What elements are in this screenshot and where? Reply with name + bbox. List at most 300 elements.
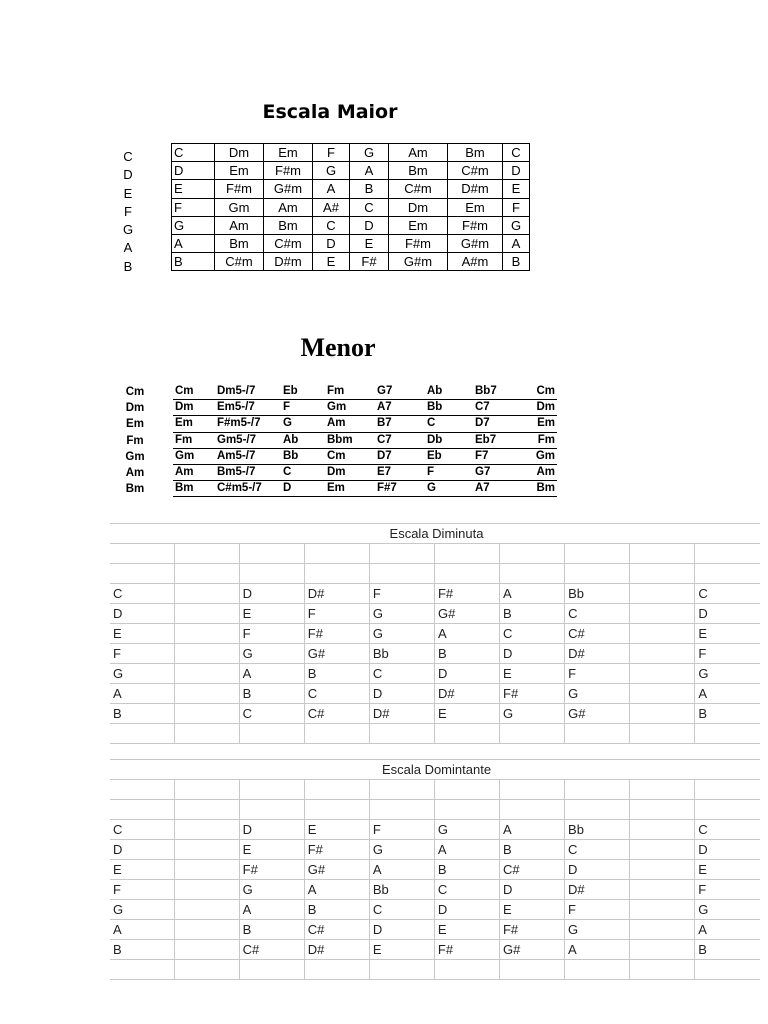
- maior-chord-cell: C#m: [389, 180, 448, 198]
- menor-chord-cell: G7: [473, 464, 525, 480]
- maior-chord-cell: A: [313, 180, 350, 198]
- dominante-row: [110, 900, 760, 920]
- diminuta-note-cell: [174, 664, 239, 684]
- dominante-note-cell: D: [434, 900, 499, 920]
- diminuta-note-cell: [630, 684, 695, 704]
- dominante-note-cell: B: [695, 940, 760, 960]
- menor-key-column: [118, 384, 152, 497]
- menor-chord-cell: Eb: [281, 384, 325, 400]
- diminuta-note-cell: [630, 664, 695, 684]
- dominante-title-row: [110, 760, 760, 780]
- maior-chord-cell: Em: [448, 198, 503, 216]
- dominante-note-cell: G: [110, 900, 174, 920]
- dominante-empty-cell: [565, 780, 630, 800]
- diminuta-note-cell: [174, 644, 239, 664]
- dominante-note-cell: C: [565, 840, 630, 860]
- dominante-note-cell: [630, 940, 695, 960]
- dominante-empty-cell: [499, 780, 564, 800]
- dominante-note-cell: G: [565, 920, 630, 940]
- maior-chord-cell: C#m: [215, 253, 264, 271]
- menor-key-label: Cm: [125, 386, 145, 398]
- menor-chord-cell: Dm: [525, 400, 557, 416]
- diminuta-note-cell: D#: [369, 704, 434, 724]
- diminuta-note-cell: [630, 704, 695, 724]
- menor-chord-cell: Gm5-/7: [215, 432, 281, 448]
- diminuta-note-cell: G: [565, 684, 630, 704]
- menor-chord-cell: Cm: [325, 448, 375, 464]
- dominante-note-cell: D#: [565, 880, 630, 900]
- maior-chord-cell: G#m: [264, 180, 313, 198]
- diminuta-empty-cell: [695, 724, 760, 744]
- diminuta-note-cell: F#: [304, 624, 369, 644]
- diminuta-note-cell: B: [695, 704, 760, 724]
- dominante-note-cell: [630, 880, 695, 900]
- menor-chord-cell: Ab: [425, 384, 473, 400]
- maior-key-label: D: [123, 167, 133, 183]
- dominante-note-cell: [630, 900, 695, 920]
- maior-chord-cell: C: [313, 216, 350, 234]
- menor-chord-cell: Bb: [281, 448, 325, 464]
- menor-row: [173, 464, 557, 480]
- diminuta-note-cell: D#: [304, 584, 369, 604]
- dominante-note-cell: C#: [499, 860, 564, 880]
- dominante-note-cell: F: [110, 880, 174, 900]
- diminuta-note-cell: A: [500, 584, 565, 604]
- maior-chord-cell: G#m: [448, 234, 503, 252]
- diminuta-row: [110, 624, 760, 644]
- dominante-note-cell: [630, 840, 695, 860]
- diminuta-note-cell: C: [695, 584, 760, 604]
- diminuta-row: [110, 584, 760, 604]
- maior-chord-cell: Dm: [389, 198, 448, 216]
- maior-chord-cell: B: [503, 253, 530, 271]
- diminuta-note-cell: D: [434, 664, 499, 684]
- menor-chord-cell: Em: [173, 416, 215, 432]
- diminuta-row: [110, 604, 760, 624]
- diminuta-note-cell: [630, 584, 695, 604]
- dominante-empty-cell: [174, 800, 239, 820]
- menor-title: Menor: [300, 333, 376, 362]
- menor-chord-cell: C: [425, 416, 473, 432]
- dominante-row: [110, 940, 760, 960]
- dominante-note-cell: E: [110, 860, 174, 880]
- dominante-empty-cell: [239, 800, 304, 820]
- maior-chord-cell: G: [503, 216, 530, 234]
- maior-chord-cell: D: [350, 216, 389, 234]
- diminuta-title: Escala Diminuta: [110, 524, 760, 544]
- menor-chord-cell: Gm: [173, 448, 215, 464]
- menor-chord-cell: E7: [375, 464, 425, 480]
- maior-chord-cell: B: [350, 180, 389, 198]
- dominante-empty-cell: [239, 960, 304, 980]
- menor-chord-cell: Ab: [281, 432, 325, 448]
- maior-chord-cell: E: [503, 180, 530, 198]
- diminuta-note-cell: E: [434, 704, 499, 724]
- dominante-empty-cell: [565, 960, 630, 980]
- diminuta-empty-cell: [369, 724, 434, 744]
- dominante-empty-row: [110, 800, 760, 820]
- maior-row: [172, 144, 530, 162]
- diminuta-note-cell: Bb: [369, 644, 434, 664]
- diminuta-empty-cell: [630, 564, 695, 584]
- dominante-row: [110, 920, 760, 940]
- diminuta-note-cell: G: [239, 644, 304, 664]
- diminuta-note-cell: F#: [434, 584, 499, 604]
- dominante-empty-cell: [369, 800, 434, 820]
- diminuta-row: [110, 644, 760, 664]
- maior-chord-cell: F: [503, 198, 530, 216]
- dominante-empty-cell: [304, 780, 369, 800]
- diminuta-note-cell: D#: [434, 684, 499, 704]
- menor-row: [173, 481, 557, 497]
- diminuta-note-cell: F: [239, 624, 304, 644]
- menor-chord-cell: Am: [525, 464, 557, 480]
- dominante-note-cell: G: [239, 880, 304, 900]
- diminuta-empty-cell: [304, 724, 369, 744]
- diminuta-note-cell: D: [695, 604, 760, 624]
- diminuta-empty-cell: [369, 564, 434, 584]
- dominante-note-cell: C: [434, 880, 499, 900]
- menor-chord-cell: Am: [325, 416, 375, 432]
- diminuta-note-cell: E: [695, 624, 760, 644]
- dominante-note-cell: F: [565, 900, 630, 920]
- diminuta-note-cell: F: [695, 644, 760, 664]
- diminuta-note-cell: A: [110, 684, 174, 704]
- menor-row: [173, 400, 557, 416]
- maior-chord-cell: Bm: [215, 234, 264, 252]
- dominante-note-cell: [630, 820, 695, 840]
- menor-chord-cell: F: [281, 400, 325, 416]
- menor-key-label: Gm: [125, 450, 145, 463]
- menor-chord-cell: C#m5-/7: [215, 481, 281, 497]
- maior-chord-cell: A#m: [448, 253, 503, 271]
- menor-chord-cell: Bm5-/7: [215, 464, 281, 480]
- maior-chord-cell: F#m: [448, 216, 503, 234]
- maior-chord-cell: F: [313, 144, 350, 162]
- dominante-empty-cell: [369, 780, 434, 800]
- maior-chord-cell: Am: [215, 216, 264, 234]
- menor-chord-cell: Fm: [525, 432, 557, 448]
- diminuta-note-cell: [174, 624, 239, 644]
- maior-chord-table: [171, 143, 530, 271]
- menor-chord-cell: F#m5-/7: [215, 416, 281, 432]
- diminuta-note-cell: D: [110, 604, 174, 624]
- menor-key-label: Am: [125, 466, 145, 479]
- dominante-row: [110, 860, 760, 880]
- diminuta-note-cell: C: [239, 704, 304, 724]
- menor-chord-cell: D7: [375, 448, 425, 464]
- maior-key-label: F: [124, 203, 132, 219]
- dominante-note-cell: A: [695, 920, 760, 940]
- dominante-empty-cell: [174, 960, 239, 980]
- diminuta-empty-cell: [304, 544, 369, 564]
- diminuta-empty-cell: [110, 724, 174, 744]
- maior-title: Escala Maior: [262, 101, 398, 123]
- menor-chord-cell: F7: [473, 448, 525, 464]
- menor-chord-cell: Bm: [173, 481, 215, 497]
- dominante-empty-cell: [630, 960, 695, 980]
- maior-chord-cell: A#: [313, 198, 350, 216]
- menor-key-label: Dm: [125, 402, 145, 415]
- dominante-note-cell: B: [499, 840, 564, 860]
- menor-chord-table: [173, 384, 557, 497]
- maior-chord-cell: D: [313, 234, 350, 252]
- diminuta-empty-cell: [695, 564, 760, 584]
- dominante-empty-cell: [239, 780, 304, 800]
- dominante-row: [110, 880, 760, 900]
- dominante-empty-cell: [695, 800, 760, 820]
- diminuta-empty-cell: [695, 544, 760, 564]
- diminuta-note-cell: [630, 624, 695, 644]
- maior-chord-cell: G: [172, 216, 215, 234]
- dominante-note-cell: B: [239, 920, 304, 940]
- maior-key-label: B: [123, 258, 133, 274]
- maior-chord-cell: F#: [350, 253, 389, 271]
- diminuta-note-cell: A: [695, 684, 760, 704]
- menor-row: [173, 432, 557, 448]
- dominante-note-cell: [630, 860, 695, 880]
- menor-chord-cell: G: [281, 416, 325, 432]
- dominante-note-cell: [174, 940, 239, 960]
- menor-chord-cell: Fm: [325, 384, 375, 400]
- diminuta-empty-cell: [174, 724, 239, 744]
- maior-chord-cell: Bm: [389, 162, 448, 180]
- diminuta-empty-cell: [500, 724, 565, 744]
- menor-chord-cell: Dm5-/7: [215, 384, 281, 400]
- diminuta-note-cell: C: [500, 624, 565, 644]
- dominante-note-cell: G#: [499, 940, 564, 960]
- diminuta-empty-cell: [239, 564, 304, 584]
- dominante-note-cell: E: [695, 860, 760, 880]
- diminuta-note-cell: F#: [500, 684, 565, 704]
- diminuta-note-cell: E: [239, 604, 304, 624]
- maior-chord-cell: E: [313, 253, 350, 271]
- menor-chord-cell: B7: [375, 416, 425, 432]
- diminuta-note-cell: C: [565, 604, 630, 624]
- maior-chord-cell: A: [503, 234, 530, 252]
- diminuta-empty-cell: [110, 564, 174, 584]
- dominante-note-cell: G#: [304, 860, 369, 880]
- dominante-note-cell: G: [369, 840, 434, 860]
- diminuta-empty-cell: [239, 724, 304, 744]
- menor-chord-cell: F: [425, 464, 473, 480]
- menor-chord-cell: Bb: [425, 400, 473, 416]
- dominante-note-cell: A: [239, 900, 304, 920]
- diminuta-note-cell: G: [110, 664, 174, 684]
- dominante-note-cell: E: [239, 840, 304, 860]
- dominante-empty-cell: [434, 800, 499, 820]
- dominante-note-cell: B: [434, 860, 499, 880]
- diminuta-empty-cell: [565, 544, 630, 564]
- dominante-note-cell: D: [695, 840, 760, 860]
- dominante-note-cell: A: [304, 880, 369, 900]
- diminuta-note-cell: G: [500, 704, 565, 724]
- diminuta-note-cell: Bb: [565, 584, 630, 604]
- menor-chord-cell: Db: [425, 432, 473, 448]
- menor-chord-cell: Em5-/7: [215, 400, 281, 416]
- maior-chord-cell: E: [350, 234, 389, 252]
- dominante-note-cell: B: [110, 940, 174, 960]
- dominante-sheet: [110, 759, 760, 980]
- diminuta-note-cell: A: [239, 664, 304, 684]
- diminuta-empty-cell: [239, 544, 304, 564]
- dominante-note-cell: E: [304, 820, 369, 840]
- menor-chord-cell: Am: [173, 464, 215, 480]
- maior-chord-cell: Em: [215, 162, 264, 180]
- diminuta-note-cell: G#: [434, 604, 499, 624]
- menor-chord-cell: Eb7: [473, 432, 525, 448]
- maior-chord-cell: G: [350, 144, 389, 162]
- menor-key-label: Em: [126, 418, 144, 431]
- dominante-note-cell: D: [369, 920, 434, 940]
- menor-chord-cell: Gm: [325, 400, 375, 416]
- dominante-note-cell: [174, 860, 239, 880]
- menor-chord-cell: C7: [375, 432, 425, 448]
- maior-row: [172, 198, 530, 216]
- dominante-empty-cell: [434, 780, 499, 800]
- dominante-empty-cell: [110, 960, 174, 980]
- dominante-note-cell: [174, 900, 239, 920]
- dominante-note-cell: C#: [239, 940, 304, 960]
- dominante-empty-cell: [304, 960, 369, 980]
- maior-key-label: E: [123, 185, 133, 201]
- diminuta-empty-cell: [174, 544, 239, 564]
- diminuta-note-cell: B: [239, 684, 304, 704]
- dominante-note-cell: [174, 840, 239, 860]
- menor-chord-cell: Em: [325, 481, 375, 497]
- diminuta-note-cell: E: [110, 624, 174, 644]
- menor-chord-cell: Gm: [525, 448, 557, 464]
- diminuta-note-cell: [174, 684, 239, 704]
- menor-chord-cell: Bbm: [325, 432, 375, 448]
- diminuta-empty-cell: [565, 564, 630, 584]
- dominante-empty-cell: [174, 780, 239, 800]
- dominante-note-cell: [174, 920, 239, 940]
- diminuta-note-cell: G#: [304, 644, 369, 664]
- menor-chord-cell: D: [281, 481, 325, 497]
- maior-key-label: C: [123, 149, 133, 164]
- maior-chord-cell: F#m: [389, 234, 448, 252]
- dominante-note-cell: C: [695, 820, 760, 840]
- diminuta-note-cell: G: [369, 624, 434, 644]
- menor-row: [173, 416, 557, 432]
- diminuta-note-cell: D: [500, 644, 565, 664]
- diminuta-note-cell: G: [369, 604, 434, 624]
- menor-chord-cell: D7: [473, 416, 525, 432]
- maior-row: [172, 234, 530, 252]
- menor-chord-cell: Cm: [525, 384, 557, 400]
- dominante-row: [110, 840, 760, 860]
- maior-chord-cell: E: [172, 180, 215, 198]
- diminuta-note-cell: C: [110, 584, 174, 604]
- maior-chord-cell: C: [503, 144, 530, 162]
- maior-chord-cell: Gm: [215, 198, 264, 216]
- menor-chord-cell: Am5-/7: [215, 448, 281, 464]
- dominante-note-cell: A: [499, 820, 564, 840]
- diminuta-note-cell: D: [369, 684, 434, 704]
- diminuta-note-cell: F: [565, 664, 630, 684]
- maior-chord-cell: C: [350, 198, 389, 216]
- menor-row: [173, 448, 557, 464]
- maior-chord-cell: Bm: [264, 216, 313, 234]
- dominante-note-cell: A: [434, 840, 499, 860]
- dominante-note-cell: A: [565, 940, 630, 960]
- diminuta-note-cell: G: [695, 664, 760, 684]
- dominante-note-cell: G: [695, 900, 760, 920]
- menor-chord-cell: Bm: [525, 481, 557, 497]
- maior-chord-cell: B: [172, 253, 215, 271]
- maior-chord-cell: D: [503, 162, 530, 180]
- dominante-row: [110, 820, 760, 840]
- maior-chord-cell: C#m: [448, 162, 503, 180]
- maior-key-column: [114, 148, 142, 276]
- maior-chord-cell: G#m: [389, 253, 448, 271]
- dominante-note-cell: A: [369, 860, 434, 880]
- maior-key-label: G: [122, 222, 134, 238]
- menor-key-label: Fm: [126, 434, 144, 447]
- diminuta-empty-cell: [630, 544, 695, 564]
- diminuta-empty-cell: [434, 724, 499, 744]
- diminuta-empty-cell: [369, 544, 434, 564]
- menor-chord-cell: A7: [473, 481, 525, 497]
- dominante-title: Escala Domintante: [110, 760, 760, 780]
- diminuta-note-cell: B: [434, 644, 499, 664]
- dominante-empty-cell: [695, 780, 760, 800]
- diminuta-note-cell: D#: [565, 644, 630, 664]
- diminuta-empty-row: [110, 564, 760, 584]
- dominante-empty-row: [110, 960, 760, 980]
- diminuta-row: [110, 664, 760, 684]
- diminuta-note-cell: B: [500, 604, 565, 624]
- maior-chord-cell: A: [172, 234, 215, 252]
- dominante-empty-cell: [304, 800, 369, 820]
- diminuta-note-cell: [630, 644, 695, 664]
- menor-chord-cell: Em: [525, 416, 557, 432]
- maior-chord-cell: Am: [264, 198, 313, 216]
- diminuta-empty-cell: [500, 564, 565, 584]
- diminuta-note-cell: C#: [565, 624, 630, 644]
- diminuta-empty-cell: [304, 564, 369, 584]
- diminuta-empty-row: [110, 544, 760, 564]
- maior-chord-cell: Em: [264, 144, 313, 162]
- maior-chord-cell: D#m: [264, 253, 313, 271]
- diminuta-note-cell: C: [304, 684, 369, 704]
- menor-chord-cell: C7: [473, 400, 525, 416]
- dominante-empty-cell: [499, 960, 564, 980]
- dominante-note-cell: F#: [239, 860, 304, 880]
- dominante-note-cell: E: [369, 940, 434, 960]
- diminuta-empty-cell: [565, 724, 630, 744]
- dominante-note-cell: [174, 880, 239, 900]
- dominante-note-cell: [174, 820, 239, 840]
- diminuta-sheet: [110, 523, 760, 744]
- maior-chord-cell: Am: [389, 144, 448, 162]
- menor-chord-cell: Bb7: [473, 384, 525, 400]
- dominante-note-cell: D: [110, 840, 174, 860]
- dominante-note-cell: F: [369, 820, 434, 840]
- dominante-empty-cell: [630, 800, 695, 820]
- maior-row: [172, 162, 530, 180]
- dominante-note-cell: D: [499, 880, 564, 900]
- dominante-note-cell: Bb: [565, 820, 630, 840]
- diminuta-empty-cell: [110, 544, 174, 564]
- dominante-empty-row: [110, 780, 760, 800]
- dominante-empty-cell: [434, 960, 499, 980]
- maior-key-label: A: [123, 240, 133, 256]
- menor-chord-cell: C: [281, 464, 325, 480]
- diminuta-empty-cell: [434, 544, 499, 564]
- maior-chord-cell: G: [313, 162, 350, 180]
